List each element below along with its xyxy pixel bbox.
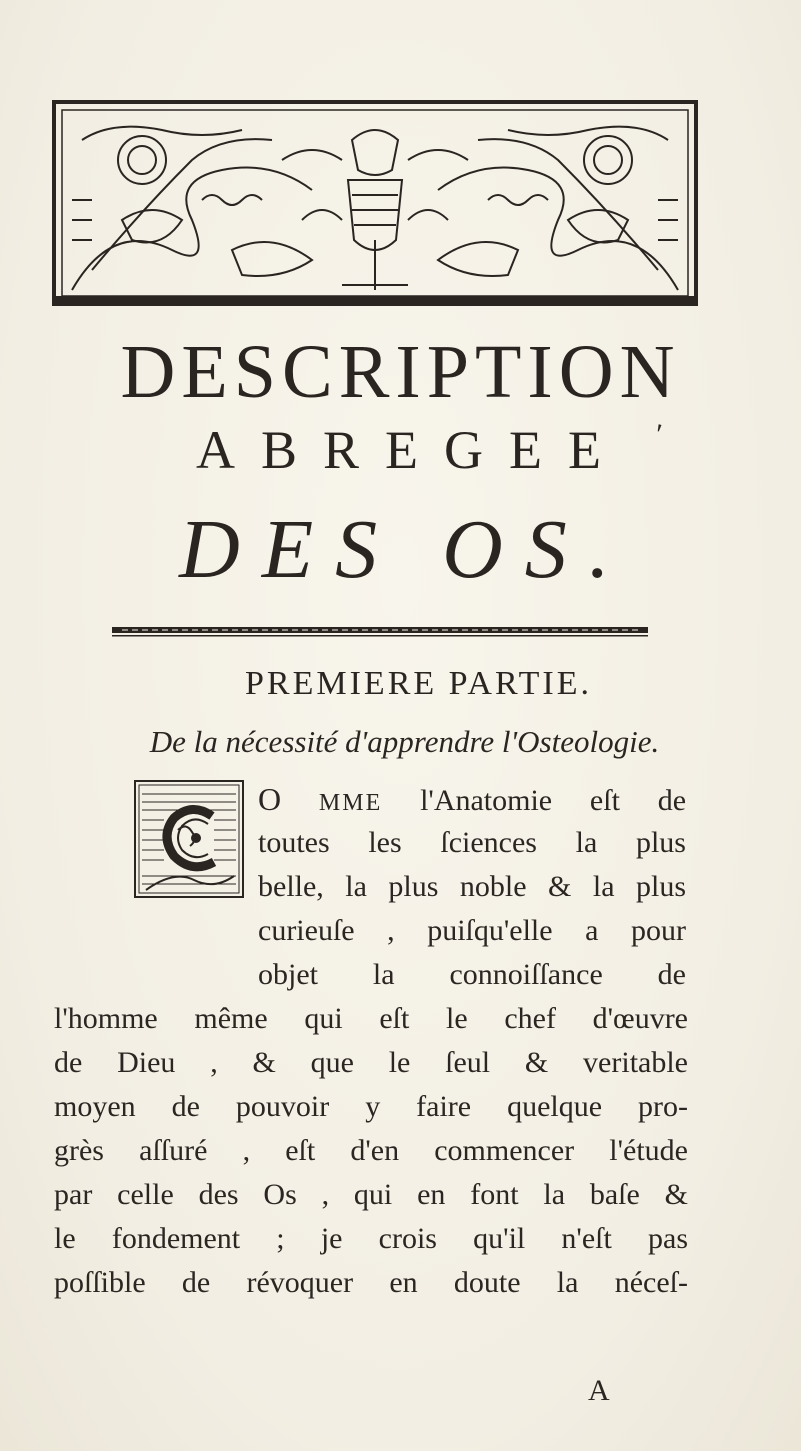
- text-line: le fondement ; je crois qu'il n'eſt pas: [54, 1222, 688, 1255]
- text-line: toutes les ſciences la plus: [258, 826, 686, 859]
- part-title: PREMIERE PARTIE.: [245, 665, 592, 702]
- initial-letter: O: [258, 781, 282, 817]
- title-des-os: DES OS.: [179, 503, 632, 596]
- text-line: belle, la plus noble & la plus: [258, 870, 686, 903]
- text-line: l'homme même qui eſt le chef d'œuvre: [54, 1002, 688, 1035]
- text-line: curieuſe , puiſqu'elle a pour: [258, 914, 686, 947]
- chapter-title: De la nécessité d'apprendre l'Osteologie.: [149, 724, 660, 759]
- text-line: grès aſſuré , eſt d'en commencer l'étude: [54, 1134, 688, 1167]
- signature-mark: A: [588, 1374, 610, 1407]
- text-line: de Dieu , & que le ſeul & veritable: [54, 1046, 688, 1079]
- text-line-content: l'Anatomie eſt de: [420, 784, 687, 817]
- text-line: [258, 780, 686, 818]
- text-line: poſſible de révoquer en doute la néceſ-: [54, 1266, 688, 1299]
- title-abregee-text: ABREGEE: [196, 420, 627, 480]
- accent-mark: ': [650, 417, 665, 452]
- title-description: DESCRIPTION: [120, 330, 681, 414]
- text-line: par celle des Os , qui en font la baſe &: [54, 1178, 688, 1211]
- text-line: objet la connoiſſance de: [258, 958, 686, 991]
- text-line: moyen de pouvoir y faire quelque pro-: [54, 1090, 688, 1123]
- smallcaps-word: MME: [318, 790, 383, 816]
